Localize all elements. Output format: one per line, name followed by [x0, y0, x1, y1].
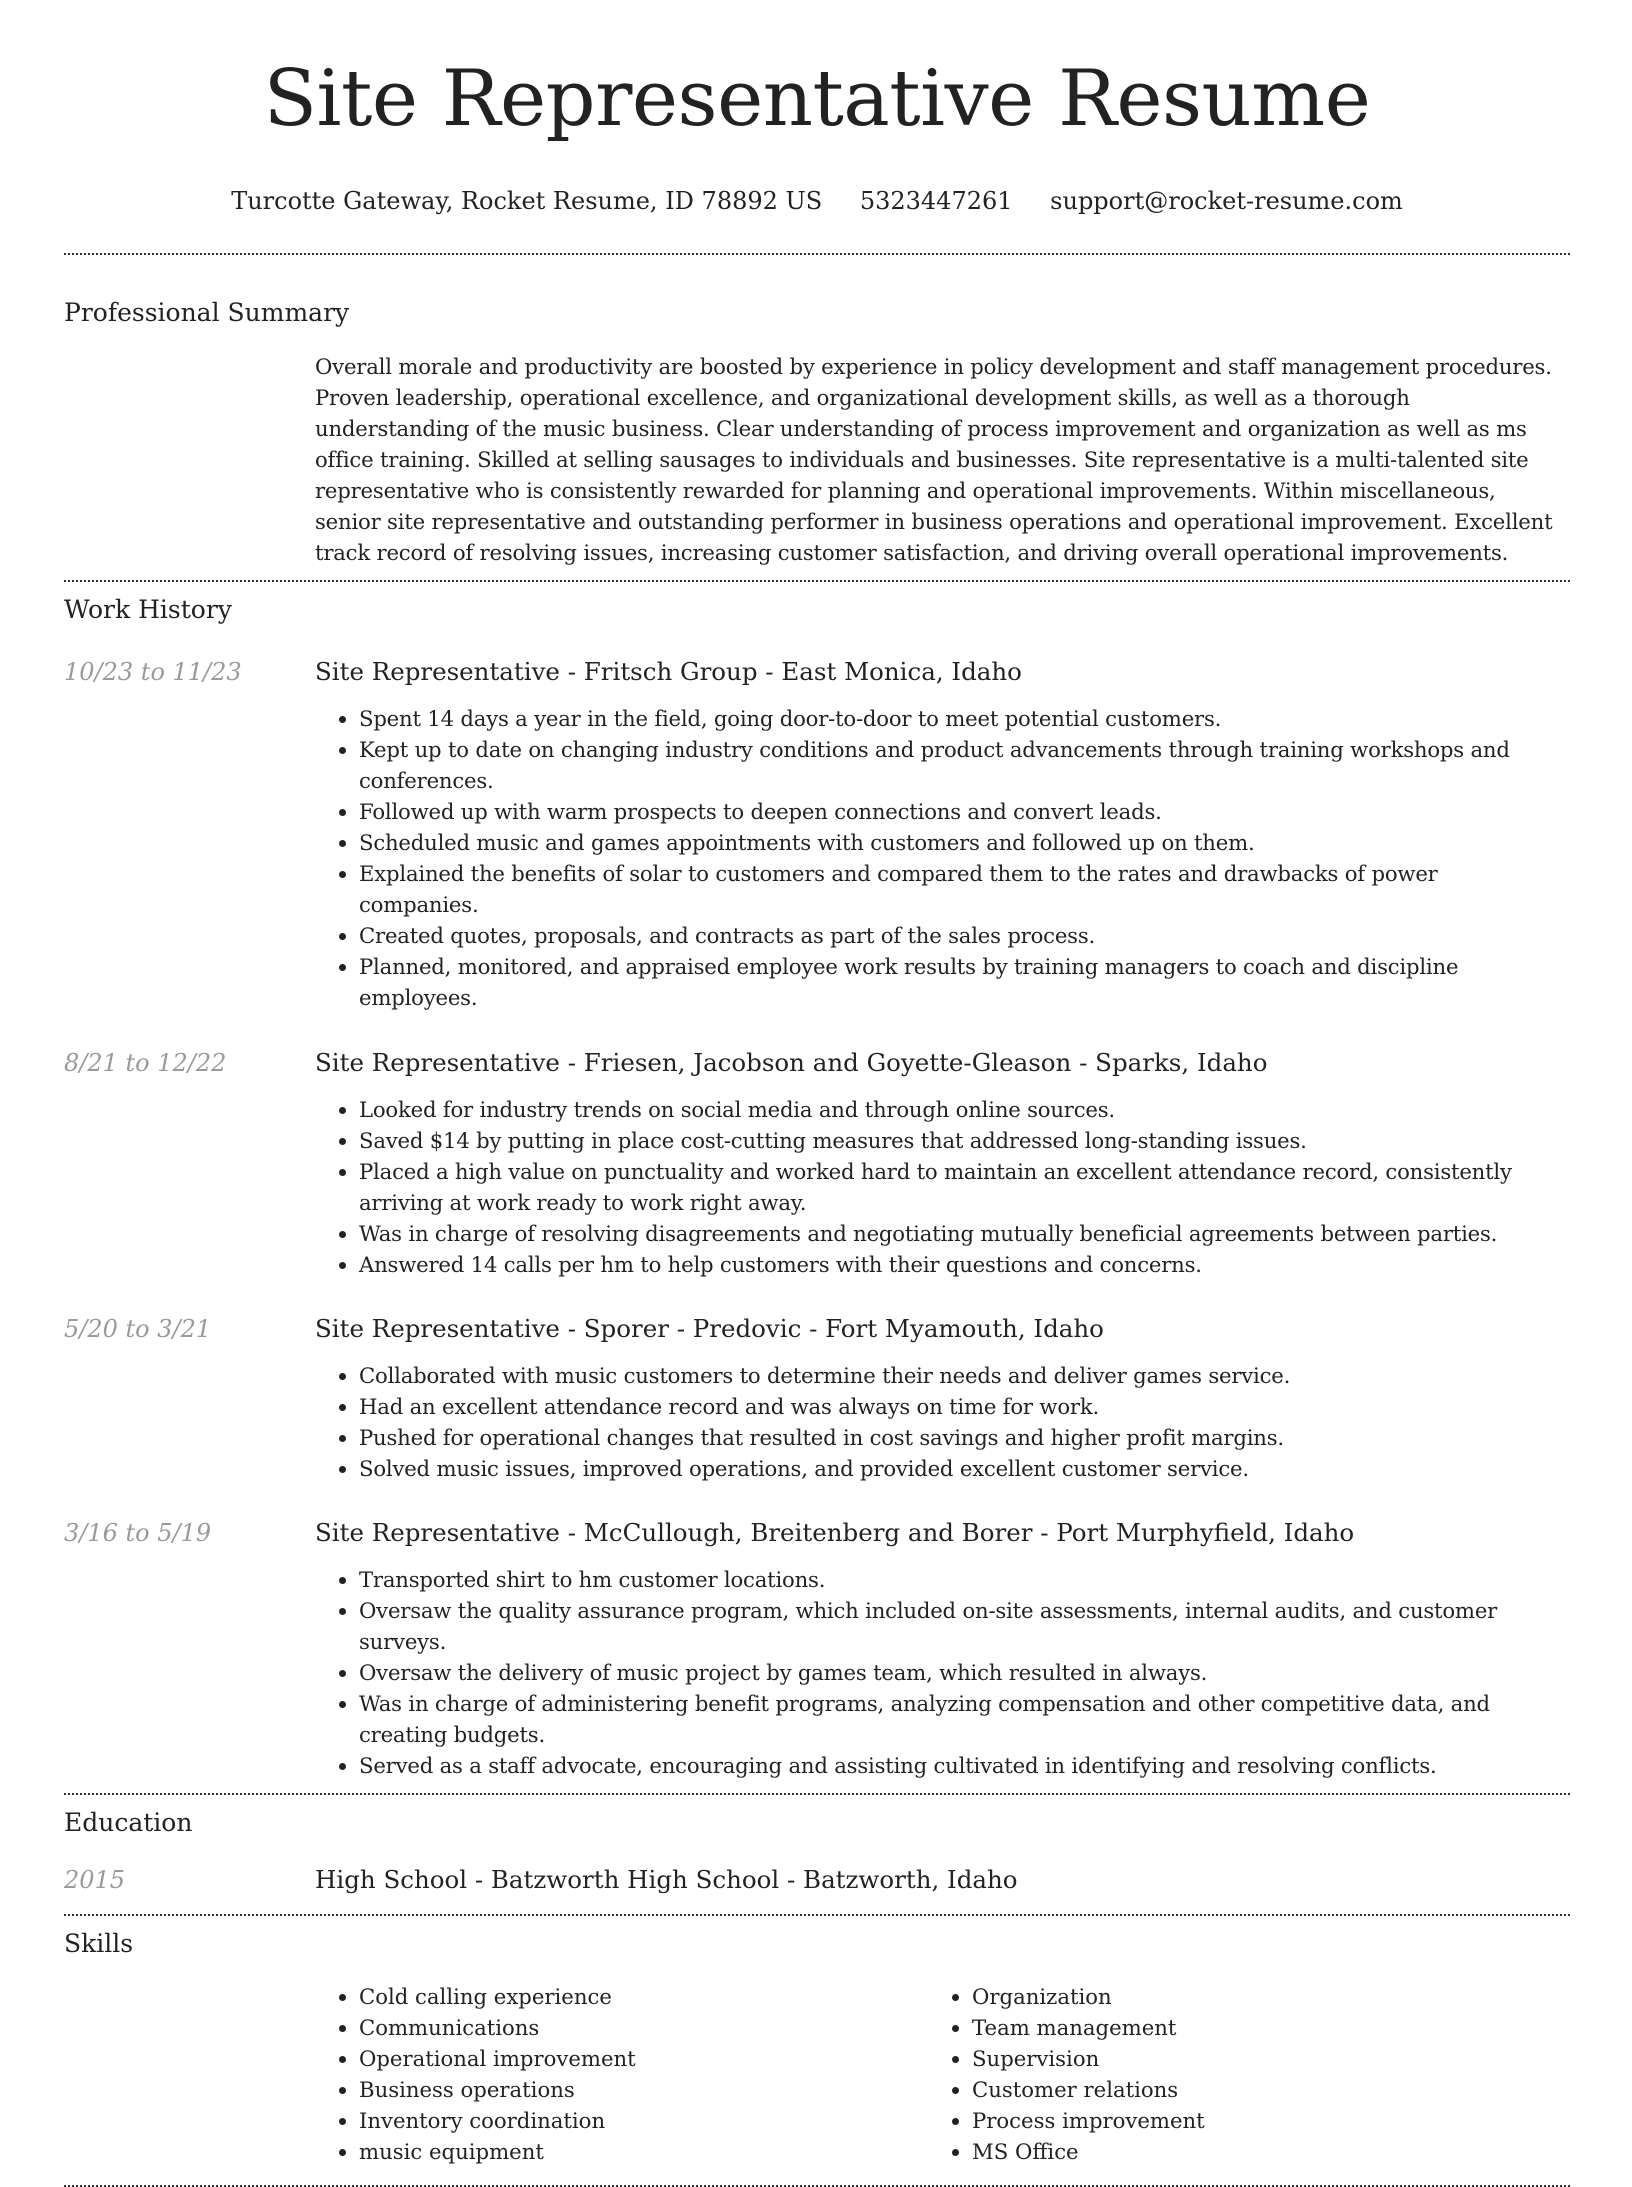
section-title-education: Education [64, 1808, 193, 1837]
resume-title: Site Representative Resume [263, 54, 1371, 144]
job-bullet: • Oversaw the delivery of music project by games team, which resulted in always. [359, 1657, 1559, 1688]
summary-text: Overall morale and productivity are boosted by experience in policy development and staff management procedures. Proven leadership, operational excellence, and organizational development skills, as well as a thorough understanding of the music business. Clear understanding of process improvement and organization as well as ms office training. Skilled at selling sausages to individuals and businesses. Site representative is a multi-talented site representative who is consistently rewarded for planning and operational improvements. Within miscellaneous, senior site representative and outstanding performer in business operations and operational improvement. Excellent track record of resolving issues, increasing customer satisfaction, and driving overall operational improvements. [315, 354, 1553, 565]
job-dates: 10/23 to 11/23 [64, 658, 242, 686]
resume-page [64, 0, 1570, 2187]
skill-item: • Customer relations [972, 2074, 1570, 2105]
job-bullet: • Answered 14 calls per hm to help customers with their questions and concerns. [359, 1249, 1559, 1280]
job-bullets [315, 703, 1559, 1013]
job-heading: Site Representative - McCullough, Breitenberg and Borer - Port Murphyfield, Idaho [315, 1518, 1355, 1547]
job-bullet: • Looked for industry trends on social media and through online sources. [359, 1094, 1559, 1125]
job-bullet: • Saved $14 by putting in place cost-cutting measures that addressed long-standing issues. [359, 1125, 1559, 1156]
job-dates: 8/21 to 12/22 [64, 1049, 227, 1077]
job-bullet: • Created quotes, proposals, and contracts as part of the sales process. [359, 920, 1559, 951]
job-bullet: • Explained the benefits of solar to customers and compared them to the rates and drawbacks of power companies. [359, 858, 1559, 920]
skills-column-left [315, 1981, 928, 2167]
job-entry [64, 1313, 1570, 1484]
skill-item: • Supervision [972, 2043, 1570, 2074]
skill-item: • Communications [359, 2012, 928, 2043]
section-title-skills: Skills [64, 1929, 134, 1958]
job-bullet: • Spent 14 days a year in the field, going door-to-door to meet potential customers. [359, 703, 1559, 734]
divider [64, 1793, 1570, 1795]
job-entry [64, 656, 1570, 1013]
job-dates: 5/20 to 3/21 [64, 1315, 212, 1343]
contact-phone: 5323447261 [859, 187, 1013, 215]
skill-item: • Process improvement [972, 2105, 1570, 2136]
skill-item: • Cold calling experience [359, 1981, 928, 2012]
divider [64, 580, 1570, 582]
job-bullet: • Followed up with warm prospects to deepen connections and convert leads. [359, 796, 1559, 827]
skills-list [315, 1981, 1570, 2167]
job-dates: 3/16 to 5/19 [64, 1519, 212, 1547]
job-bullet: • Kept up to date on changing industry conditions and product advancements through training workshops and conferences. [359, 734, 1559, 796]
job-entry [64, 1517, 1570, 1781]
section-title-work-history: Work History [64, 595, 232, 624]
skill-item: • Organization [972, 1981, 1570, 2012]
job-entry [64, 1047, 1570, 1280]
education-heading: High School - Batzworth High School - Batzworth, Idaho [315, 1865, 1018, 1894]
contact-address: Turcotte Gateway, Rocket Resume, ID 78892 US [231, 187, 823, 215]
job-bullet: • Scheduled music and games appointments with customers and followed up on them. [359, 827, 1559, 858]
job-heading: Site Representative - Sporer - Predovic - Fort Myamouth, Idaho [315, 1314, 1104, 1343]
job-heading: Site Representative - Friesen, Jacobson and Goyette-Gleason - Sparks, Idaho [315, 1048, 1268, 1077]
job-bullet: • Had an excellent attendance record and was always on time for work. [359, 1391, 1559, 1422]
skill-item: • music equipment [359, 2136, 928, 2167]
job-bullet: • Transported shirt to hm customer locations. [359, 1564, 1559, 1595]
contact-email[interactable]: support@rocket-resume.com [1050, 187, 1403, 215]
divider [64, 253, 1570, 255]
skill-item: • Operational improvement [359, 2043, 928, 2074]
skill-item: • Inventory coordination [359, 2105, 928, 2136]
job-bullet: • Oversaw the quality assurance program, which included on-site assessments, internal audits, and customer surveys. [359, 1595, 1559, 1657]
job-bullet: • Served as a staff advocate, encouraging and assisting cultivated in identifying and resolving conflicts. [359, 1750, 1559, 1781]
skill-item: • MS Office [972, 2136, 1570, 2167]
job-bullets [315, 1564, 1559, 1781]
job-bullet: • Collaborated with music customers to determine their needs and deliver games service. [359, 1360, 1559, 1391]
job-bullet: • Planned, monitored, and appraised employee work results by training managers to coach and discipline employees. [359, 951, 1559, 1013]
job-bullets [315, 1094, 1559, 1280]
skill-item: • Team management [972, 2012, 1570, 2043]
contact-line [64, 186, 1570, 216]
job-bullet: • Placed a high value on punctuality and worked hard to maintain an excellent attendance record, consistently arriving at work ready to work right away. [359, 1156, 1559, 1218]
divider [64, 1914, 1570, 1916]
education-entry [64, 1864, 1570, 1896]
section-title-summary: Professional Summary [64, 298, 350, 327]
job-bullet: • Solved music issues, improved operations, and provided excellent customer service. [359, 1453, 1559, 1484]
skills-column-right [928, 1981, 1570, 2167]
skill-item: • Business operations [359, 2074, 928, 2105]
job-bullet: • Was in charge of administering benefit programs, analyzing compensation and other competitive data, and creating budgets. [359, 1688, 1559, 1750]
job-bullets [315, 1360, 1559, 1484]
job-bullet: • Was in charge of resolving disagreements and negotiating mutually beneficial agreements between parties. [359, 1218, 1559, 1249]
job-heading: Site Representative - Fritsch Group - East Monica, Idaho [315, 657, 1022, 686]
job-bullet: • Pushed for operational changes that resulted in cost savings and higher profit margins. [359, 1422, 1559, 1453]
education-year: 2015 [64, 1866, 126, 1894]
